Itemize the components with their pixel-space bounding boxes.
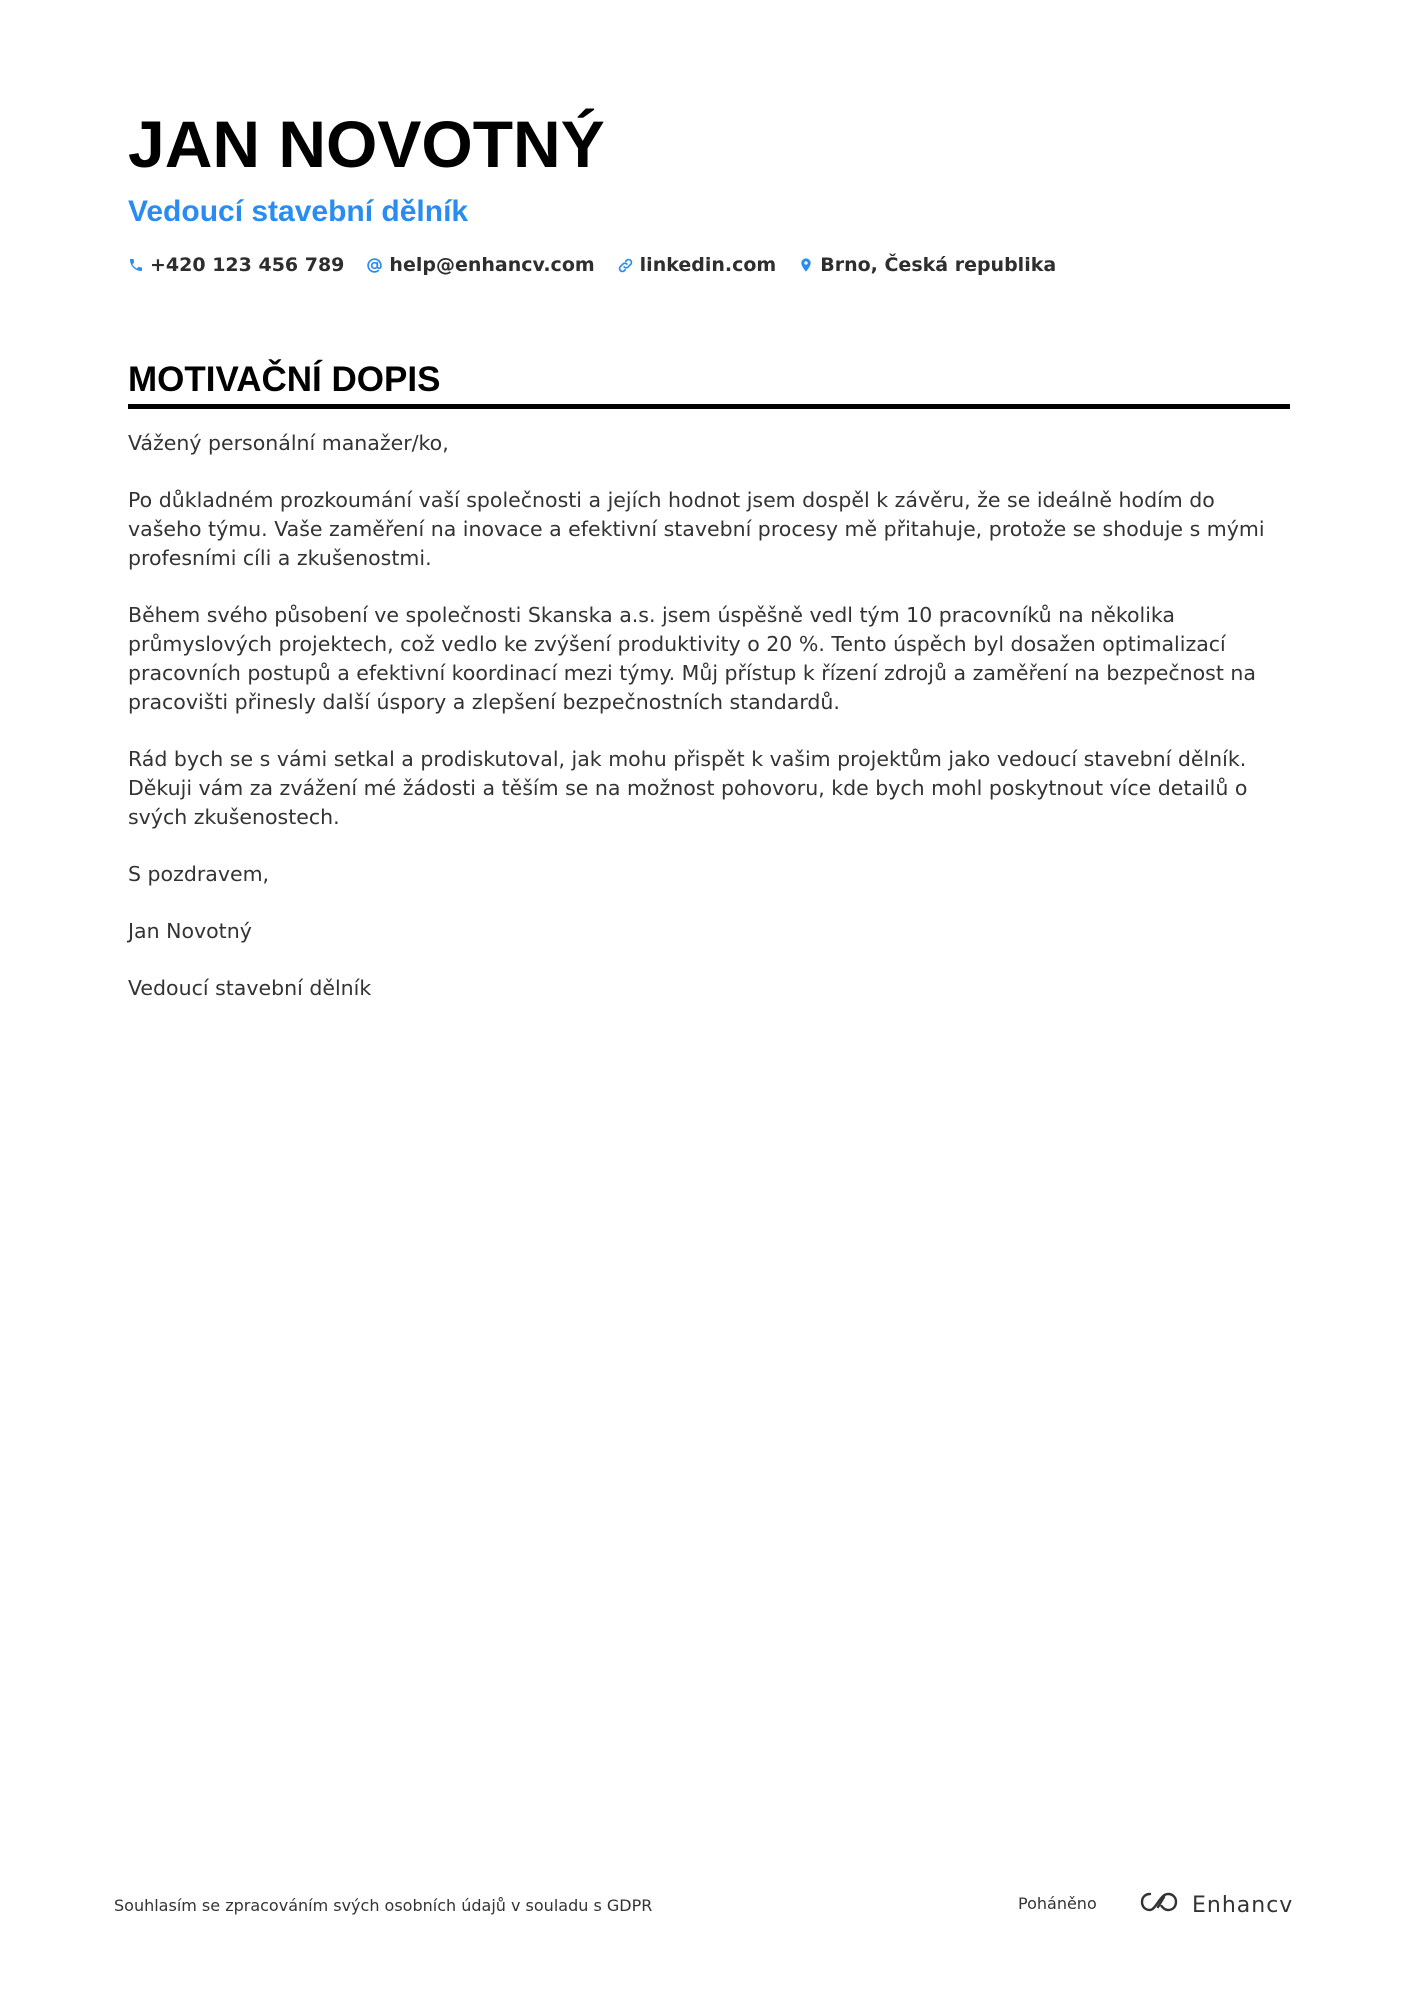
gdpr-consent: Souhlasím se zpracováním svých osobních údajů v souladu s GDPR [114, 1896, 653, 1915]
letter-paragraph: Po důkladném prozkoumání vaší společnosti a jejích hodnot jsem dospěl k závěru, že se ideálně hodím do vašeho týmu. Vaše zaměření na inovace a efektivní stavební procesy mě přitahuje, protože se shoduje s mými profesními cíli a zkušenostmi. [128, 488, 1265, 570]
brand-name: Enhancv [1192, 1892, 1294, 1918]
link-icon [617, 257, 634, 274]
brand-logo[interactable] [1138, 1890, 1293, 1920]
letter-paragraph: Během svého působení ve společnosti Skanska a.s. jsem úspěšně vedl tým 10 pracovníků na několika průmyslových projektech, což vedlo ke zvýšení produktivity o 20 %. Tento úspěch byl dosažen optimalizací pracovních postupů a efektivní koordinací mezi týmy. Můj přístup k řízení zdrojů a zaměření na bezpečnost na pracovišti přinesly další úspory a zlepšení bezpečnostních standardů. [128, 603, 1256, 714]
salutation: Vážený personální manažer/ko, [128, 431, 449, 455]
location-pin-icon [798, 256, 814, 274]
phone-text: +420 123 456 789 [150, 254, 345, 276]
candidate-name: JAN NOVOTNÝ [128, 107, 605, 181]
letter-paragraph: Rád bych se s vámi setkal a prodiskutoval, jak mohu přispět k vašim projektům jako vedoucí stavební dělník. Děkuji vám za zvážení mé žádosti a těším se na možnost pohovoru, kde bych mohl poskytnout více detailů o svých zkušenostech. [128, 747, 1248, 829]
cover-letter-page [128, 104, 1290, 1031]
linkedin-text: linkedin.com [639, 254, 777, 276]
location-text: Brno, Česká republika [820, 254, 1057, 276]
footer [114, 1890, 1294, 1920]
infinity-logo-icon [1138, 1890, 1184, 1920]
at-icon [366, 257, 383, 274]
section-divider [128, 404, 1290, 409]
contact-email[interactable] [366, 254, 594, 276]
powered-by-label: Poháněno [1018, 1894, 1097, 1913]
signature-name: Jan Novotný [128, 919, 252, 943]
contact-linkedin[interactable] [617, 254, 777, 276]
contact-bar [128, 254, 1290, 276]
email-text: help@enhancv.com [389, 254, 595, 276]
section-title: MOTIVAČNÍ DOPIS [128, 360, 441, 399]
signature-title: Vedoucí stavební dělník [128, 976, 372, 1000]
closing: S pozdravem, [128, 862, 270, 886]
contact-location [798, 254, 1056, 276]
letter-body [128, 429, 1290, 1003]
phone-icon [128, 257, 144, 273]
contact-phone[interactable] [128, 254, 344, 276]
job-title: Vedoucí stavební dělník [128, 195, 469, 228]
